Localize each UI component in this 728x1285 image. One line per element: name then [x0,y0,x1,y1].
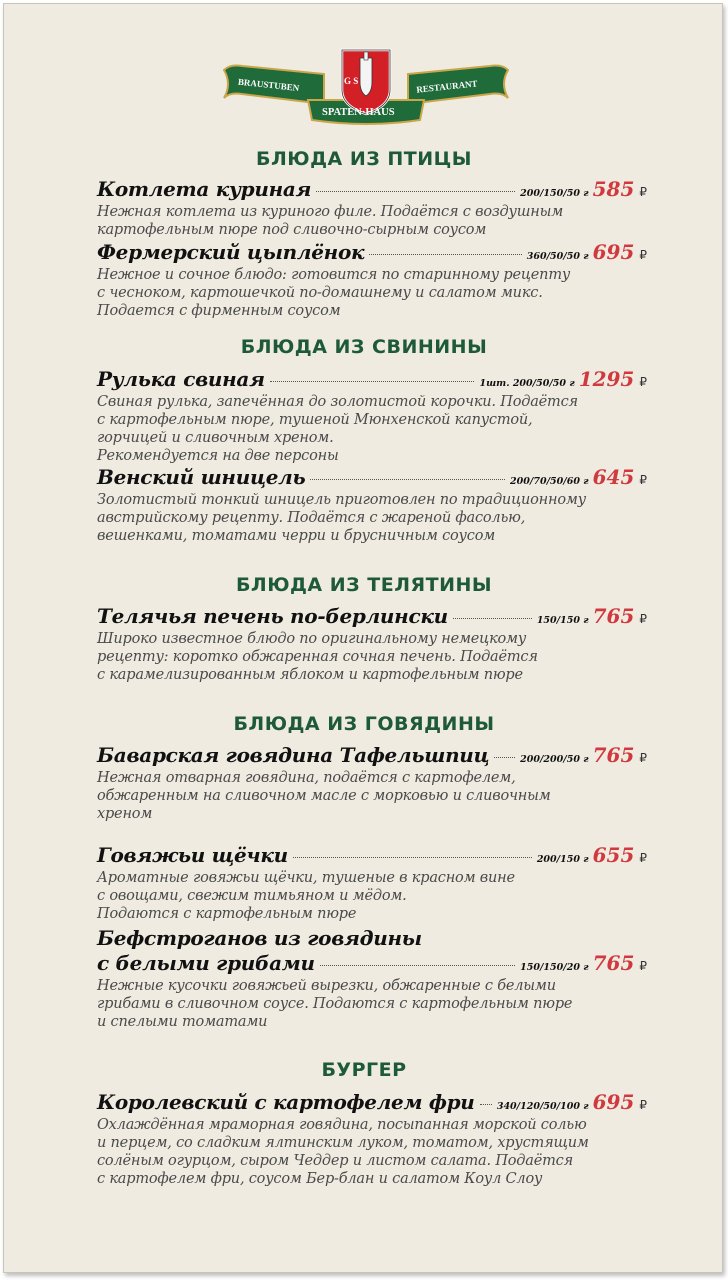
item-description: Золотистый тонкий шницель приготовлен по традиционному австрийскому рецепту. Подаётся с жареной фасолью, вешенками, томатами черри и брусничным соусом [97,492,586,544]
item-name: Телячья печень по-берлински [97,604,448,628]
ruble-icon: ₽ [639,473,647,487]
menu-item-pork-knuckle [97,367,647,465]
dot-leader [453,618,532,619]
item-price: 585 [592,177,635,201]
item-description: Нежная котлета из куриного филе. Подаётся с воздушным картофельным пюре под сливочно-сырным соусом [97,204,564,238]
menu-item-beef-stroganoff [97,925,647,1031]
logo-graphic [220,44,512,132]
item-name: Фермерский цыплёнок [97,240,365,264]
menu-item-chicken-cutlet [97,177,647,239]
item-name: Королевский с картофелем фри [97,1090,475,1114]
item-price: 645 [592,465,635,489]
ruble-icon: ₽ [639,375,647,389]
item-description: Ароматные говяжьи щёчки, тушеные в красном вине с овощами, свежим тимьяном и мёдом. Подаются с картофельным пюре [97,870,515,922]
item-weight: 150/150/20 г [520,962,589,973]
section-title-beef: БЛЮДА ИЗ ГОВЯДИНЫ [233,713,495,735]
ruble-icon: ₽ [639,185,647,199]
section-title-poultry: БЛЮДА ИЗ ПТИЦЫ [256,148,472,170]
item-description: Нежные кусочки говяжьей вырезки, обжаренные с белыми грибами в сливочном соусе. Подаются с картофельным пюре и спелыми томатами [97,978,573,1030]
item-price: 695 [592,1090,635,1114]
item-weight: 1шт. 200/50/50 г [479,378,575,389]
menu-item-tafelspitz [97,743,647,823]
item-weight: 360/50/50 г [526,251,589,262]
item-price: 655 [592,843,635,867]
section-title-veal: БЛЮДА ИЗ ТЕЛЯТИНЫ [235,574,493,596]
dot-leader [310,479,505,480]
menu-item-beef-cheeks [97,843,647,923]
dot-leader [480,1104,492,1105]
menu-item-farm-chicken [97,240,647,320]
menu-page [3,3,723,1273]
ruble-icon: ₽ [639,851,647,865]
dot-leader [320,965,515,966]
banner-left-text: BRAUSTUBEN [237,76,300,94]
item-name: с белыми грибами [97,951,315,975]
dot-leader [293,857,532,858]
section-title-pork: БЛЮДА ИЗ СВИНИНЫ [240,336,488,358]
item-weight: 200/70/50/60 г [510,476,589,487]
dot-leader [369,254,521,255]
ruble-icon: ₽ [639,248,647,262]
ruble-icon: ₽ [639,959,647,973]
banner-center-text: SPATEN·HAUS [322,107,395,118]
spaten-haus-logo [220,44,512,132]
ruble-icon: ₽ [639,751,647,765]
item-description: Нежная отварная говядина, подаётся с картофелем, обжаренным на сливочном масле с морковью и сливочным хреном [97,770,551,822]
item-name: Котлета куриная [97,177,312,201]
menu-item-wiener-schnitzel [97,465,647,545]
banner-right-text: RESTAURANT [415,78,478,95]
item-name: Говяжьи щёчки [97,843,288,867]
item-description: Свиная рулька, запечённая до золотистой корочки. Подаётся с картофельным пюре, тушеной Мюнхенской капустой, горчицей и сливочным хреном. Рекомендуется на две персоны [97,394,578,464]
item-description: Охлаждённая мраморная говядина, посыпанная морской солью и перцем, со сладким ялтинским луком, томатом, хрустящим солёным огурцом, сыром Чеддер и листом салата. Подаётся с картофелем фри, соусом Бер-блан и салатом Коул Слоу [97,1117,589,1187]
item-price: 1295 [578,367,635,391]
menu-item-veal-liver [97,604,647,684]
item-price: 695 [592,240,635,264]
item-weight: 200/200/50 г [520,754,589,765]
item-weight: 150/150 г [536,615,589,626]
shield-letters: G S [344,76,359,86]
section-title-burger: БУРГЕР [321,1059,407,1081]
item-name-line1: Бефстроганов из говядины [97,926,422,950]
item-name: Баварская говядина Тафельшпиц [97,743,490,767]
item-description: Широко известное блюдо по оригинальному немецкому рецепту: коротко обжаренная сочная печень. Подаётся с карамелизированным яблоком и картофельным пюре [97,631,538,683]
item-price: 765 [592,951,635,975]
item-weight: 340/120/50/100 г [496,1101,589,1112]
ruble-icon: ₽ [639,612,647,626]
item-description: Нежное и сочное блюдо: готовится по старинному рецепту с чесноком, картошечкой по-домашнему и салатом микс. Подается с фирменным соусом [97,267,571,319]
item-weight: 200/150 г [536,854,589,865]
dot-leader [270,381,475,382]
item-name: Рулька свиная [97,367,265,391]
item-weight: 200/150/50 г [520,188,589,199]
item-price: 765 [592,743,635,767]
item-name: Венский шницель [97,465,306,489]
dot-leader [494,757,515,758]
ruble-icon: ₽ [639,1098,647,1112]
dot-leader [316,191,515,192]
menu-item-royal-burger [97,1090,647,1188]
item-price: 765 [592,604,635,628]
